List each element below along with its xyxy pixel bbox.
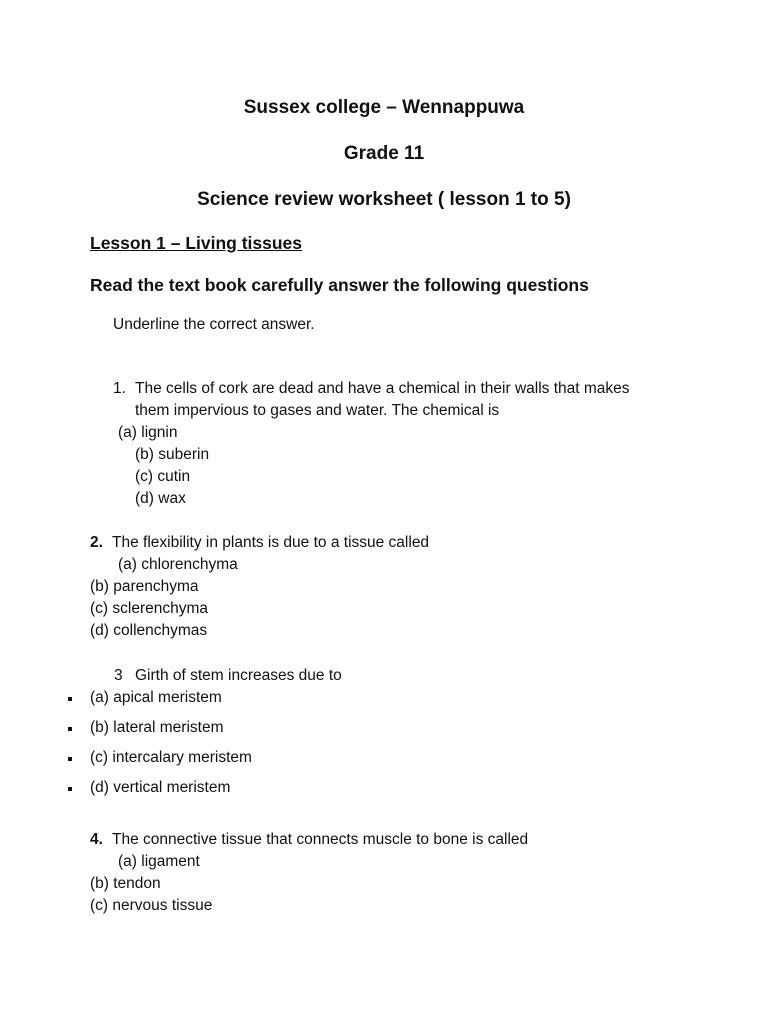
lesson-heading: Lesson 1 – Living tissues <box>90 233 303 253</box>
bullet-marker <box>68 757 72 761</box>
question-2-option-c: (c) sclerenchyma <box>90 600 208 617</box>
question-1-option-c: (c) cutin <box>135 468 191 485</box>
question-1-number: 1. <box>113 380 126 397</box>
sub-instruction: Underline the correct answer. <box>113 316 315 333</box>
bullet-marker <box>68 787 72 791</box>
question-2-text: The flexibility in plants is due to a tissue called <box>112 534 430 551</box>
question-3-option-b: (b) lateral meristem <box>90 719 224 736</box>
question-1-option-d: (d) wax <box>135 490 186 507</box>
question-2-option-d: (d) collenchymas <box>90 622 208 639</box>
bullet-marker <box>68 727 72 731</box>
grade-title: Grade 11 <box>343 143 425 164</box>
question-3-text: Girth of stem increases due to <box>135 667 342 684</box>
question-3-number: 3 <box>114 667 123 684</box>
question-3-option-d: (d) vertical meristem <box>90 779 231 796</box>
question-4-option-b: (b) tendon <box>90 875 161 892</box>
school-name: Sussex college – Wennappuwa <box>243 97 525 118</box>
question-3-option-a: (a) apical meristem <box>90 689 222 706</box>
question-4-number: 4. <box>90 831 103 848</box>
question-2-option-b: (b) parenchyma <box>90 578 199 595</box>
question-2-option-a: (a) chlorenchyma <box>118 556 238 573</box>
question-1-text-line2: them impervious to gases and water. The chemical is <box>135 402 500 419</box>
bullet-marker <box>68 697 72 701</box>
question-4-option-c: (c) nervous tissue <box>90 897 213 914</box>
question-1-option-b: (b) suberin <box>135 446 210 463</box>
instruction-text: Read the text book carefully answer the following questions <box>90 275 589 295</box>
question-2-number: 2. <box>90 534 103 551</box>
question-1-text-line1: The cells of cork are dead and have a chemical in their walls that makes <box>135 380 630 397</box>
question-3-option-c: (c) intercalary meristem <box>90 749 252 766</box>
question-1-option-a: (a) lignin <box>118 424 178 441</box>
worksheet-title: Science review worksheet ( lesson 1 to 5) <box>197 189 571 210</box>
question-4-option-a: (a) ligament <box>118 853 200 870</box>
question-4-text: The connective tissue that connects muscle to bone is called <box>112 831 529 848</box>
